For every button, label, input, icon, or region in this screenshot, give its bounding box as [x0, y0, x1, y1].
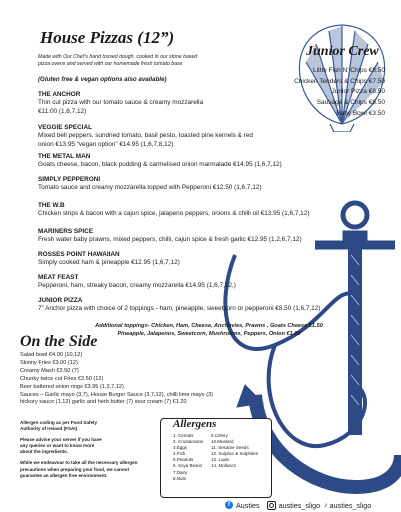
allergen-item: 12. Sulphur & Sulphites	[211, 451, 259, 457]
pizza-price: onion €13.95 “vegan option” €14.95 (1,6,7,8,12)	[38, 140, 174, 148]
note-line: Authority of Ireland (FSAI)	[20, 426, 78, 432]
note-line: any queries or want to know more	[20, 443, 95, 449]
side-item: Beer battered onion rings €3.95 (1,3,7,12)	[20, 383, 124, 390]
allergen-item: 10.Mustard	[211, 439, 234, 445]
allergens-box	[160, 418, 272, 498]
allergen-item: 1. Cereals	[173, 433, 194, 438]
tiktok-icon[interactable]: ♪	[324, 501, 328, 509]
instagram-icon[interactable]	[267, 501, 276, 510]
pizza-the-metal-man	[38, 153, 378, 170]
pizza-intro	[38, 54, 268, 68]
side-item: Creamy Mash €3.50 (7)	[20, 367, 79, 374]
note-line: Allergen coding as per Food Safety	[20, 420, 98, 425]
note-line: about the ingredients.	[20, 449, 68, 455]
junior-item: Chicken Tenders & Chips €7.50	[294, 77, 385, 85]
allergens-title: Allergens	[173, 418, 217, 430]
pizza-name: MEAT FEAST	[38, 274, 79, 281]
allergen-item: 9.Celery	[211, 433, 228, 438]
junior-crew-list	[262, 66, 385, 120]
note-line: precautions when preparing your food, we cannot	[20, 466, 129, 472]
pizza-desc: Simply cooked ham & pineapple €12.95 (1,6,7,12)	[38, 259, 180, 267]
on-the-side-title: On the Side	[20, 333, 98, 350]
junior-item: Little Fish N’ Chips €8.50	[312, 67, 385, 74]
pizza-price: €11.00 (1,6,7,12)	[38, 107, 87, 115]
pizza-desc: Fresh water baby prawns, mixed peppers, chilli, cajun spice & fresh garlic €12.95 (1,2,6,7,12)	[38, 236, 302, 244]
pizza-veggie-special	[38, 124, 378, 149]
pizza-name: VEGGIE SPECIAL	[38, 124, 92, 131]
side-item: Skinny Fries €3.00 (12)	[20, 359, 78, 366]
allergens-col-2	[211, 433, 258, 470]
pizza-rosses-point-hawaiian	[38, 251, 378, 268]
pizza-mariners-spice	[38, 228, 378, 245]
junior-item: Baby Bowl €3.50	[336, 109, 385, 117]
pizza-simply-pepperoni	[38, 176, 378, 193]
pizza-desc: Tomato sauce and creamy mozzarella topped with Pepperoni €12.50 (1,6,7,12)	[38, 184, 262, 192]
toppings-line: Pineapple, Jalapenos, Sweetcorn, Mushrooms, Peppers, Onion €1.00	[117, 331, 301, 338]
sides-list	[20, 352, 260, 407]
allergen-item: 2. Crustaceans	[173, 439, 204, 445]
allergen-item: 4.Fish	[173, 451, 186, 457]
allergen-disclaimer	[20, 420, 140, 484]
side-item: Sauces – Garlic mayo (3,7), House Burger Sauce (3,7,12), chilli lime mayo (3)	[20, 391, 214, 398]
toppings-line: Additional toppings- Chicken, Ham, Cheese, Anchovies, Prawns , Goats Cheese €1.50	[95, 323, 323, 329]
pizza-the-wb	[38, 202, 378, 219]
pizza-name: THE METAL MAN	[38, 153, 91, 160]
allergen-item: 6. Soya Beans	[173, 463, 203, 469]
pizza-meat-feast	[38, 274, 378, 291]
facebook-icon[interactable]: f	[225, 501, 233, 509]
facebook-handle[interactable]: Austies	[236, 500, 260, 510]
pizza-junior-pizza	[38, 297, 378, 314]
instagram-handle[interactable]: austies_sligo	[278, 500, 321, 510]
gluten-free-note: (Gluten free & vegan options also available)	[38, 76, 167, 83]
pizza-name: ROSSES POINT HAWAIIAN	[38, 251, 120, 258]
tiktok-handle[interactable]: austies_sligo	[329, 500, 372, 510]
social-footer	[225, 499, 395, 511]
allergen-item: 14. Molluscs	[211, 463, 237, 469]
pizza-name: JUNIOR PIZZA	[38, 297, 83, 304]
note-line: Please advise your server if you have	[20, 437, 102, 443]
house-pizzas-title: House Pizzas (12”)	[40, 28, 175, 47]
note-line: guarantee an allergen free environment.	[20, 472, 108, 478]
allergen-item: 3.Eggs	[173, 445, 188, 451]
pizza-desc: Mixed bell peppers, sundried tomato, basil pesto, toasted pine kernels & red	[38, 132, 253, 140]
pizza-desc: Chicken strips & bacon with a cajun spice, jalapeno peppers, onions & chilli oil €13.95 (1,6,7,12)	[38, 210, 310, 218]
intro-line: pizza ovens and served with our homemade fresh tomato base	[38, 61, 183, 68]
allergen-item: 8.Nuts	[173, 475, 187, 481]
junior-crew-title: Junior Crew	[306, 44, 379, 59]
allergens-col-1	[173, 433, 203, 482]
side-item: hickory sauce (1,12) garlic and herb butter (7) sour cream (7) €1.20	[20, 399, 187, 406]
allergen-item: 5.Peanuts	[173, 457, 194, 463]
pizza-name: SIMPLY PEPPERONI	[38, 176, 101, 183]
intro-line: Made with Our Chef’s hand tossed dough, cooked in our stone based	[38, 54, 198, 60]
pizza-desc: Goats cheese, bacon, black pudding & carmelised onion marmalade €14.95 (1,6,7,12)	[38, 161, 282, 169]
pizza-name: THE W.B	[38, 202, 65, 209]
pizza-desc: Thin cut pizza with our tomato sauce & creamy mozzarella	[38, 99, 204, 107]
side-item: Salad bowl €4.90 (10,12)	[20, 352, 83, 358]
allergen-item: 7.Dairy	[173, 469, 188, 475]
allergen-item: 11. Sesame Seeds	[211, 445, 249, 451]
junior-item: Junior Pizza €8.50	[331, 88, 385, 96]
side-item: Chunky twice cut Fries €3.50 (12)	[20, 375, 104, 382]
allergen-item: 13. Lupin	[211, 457, 230, 463]
pizza-desc: Pepperoni, ham, streaky bacon, creamy mozzarella €14.95 (1,6,7,12,)	[38, 282, 236, 290]
pizza-desc: 7” Anchor pizza with choice of 2 toppings - ham, pineapple, sweetcorn or pepperoni €8.50 (1,6,7,12)	[38, 305, 321, 313]
pizza-name: THE ANCHOR	[38, 91, 81, 98]
note-line: While we endeavour to take all the necessary allergen	[20, 460, 138, 466]
junior-item: Sausage & Chips €6.50	[316, 99, 385, 107]
pizza-name: MARINERS SPICE	[38, 228, 94, 235]
